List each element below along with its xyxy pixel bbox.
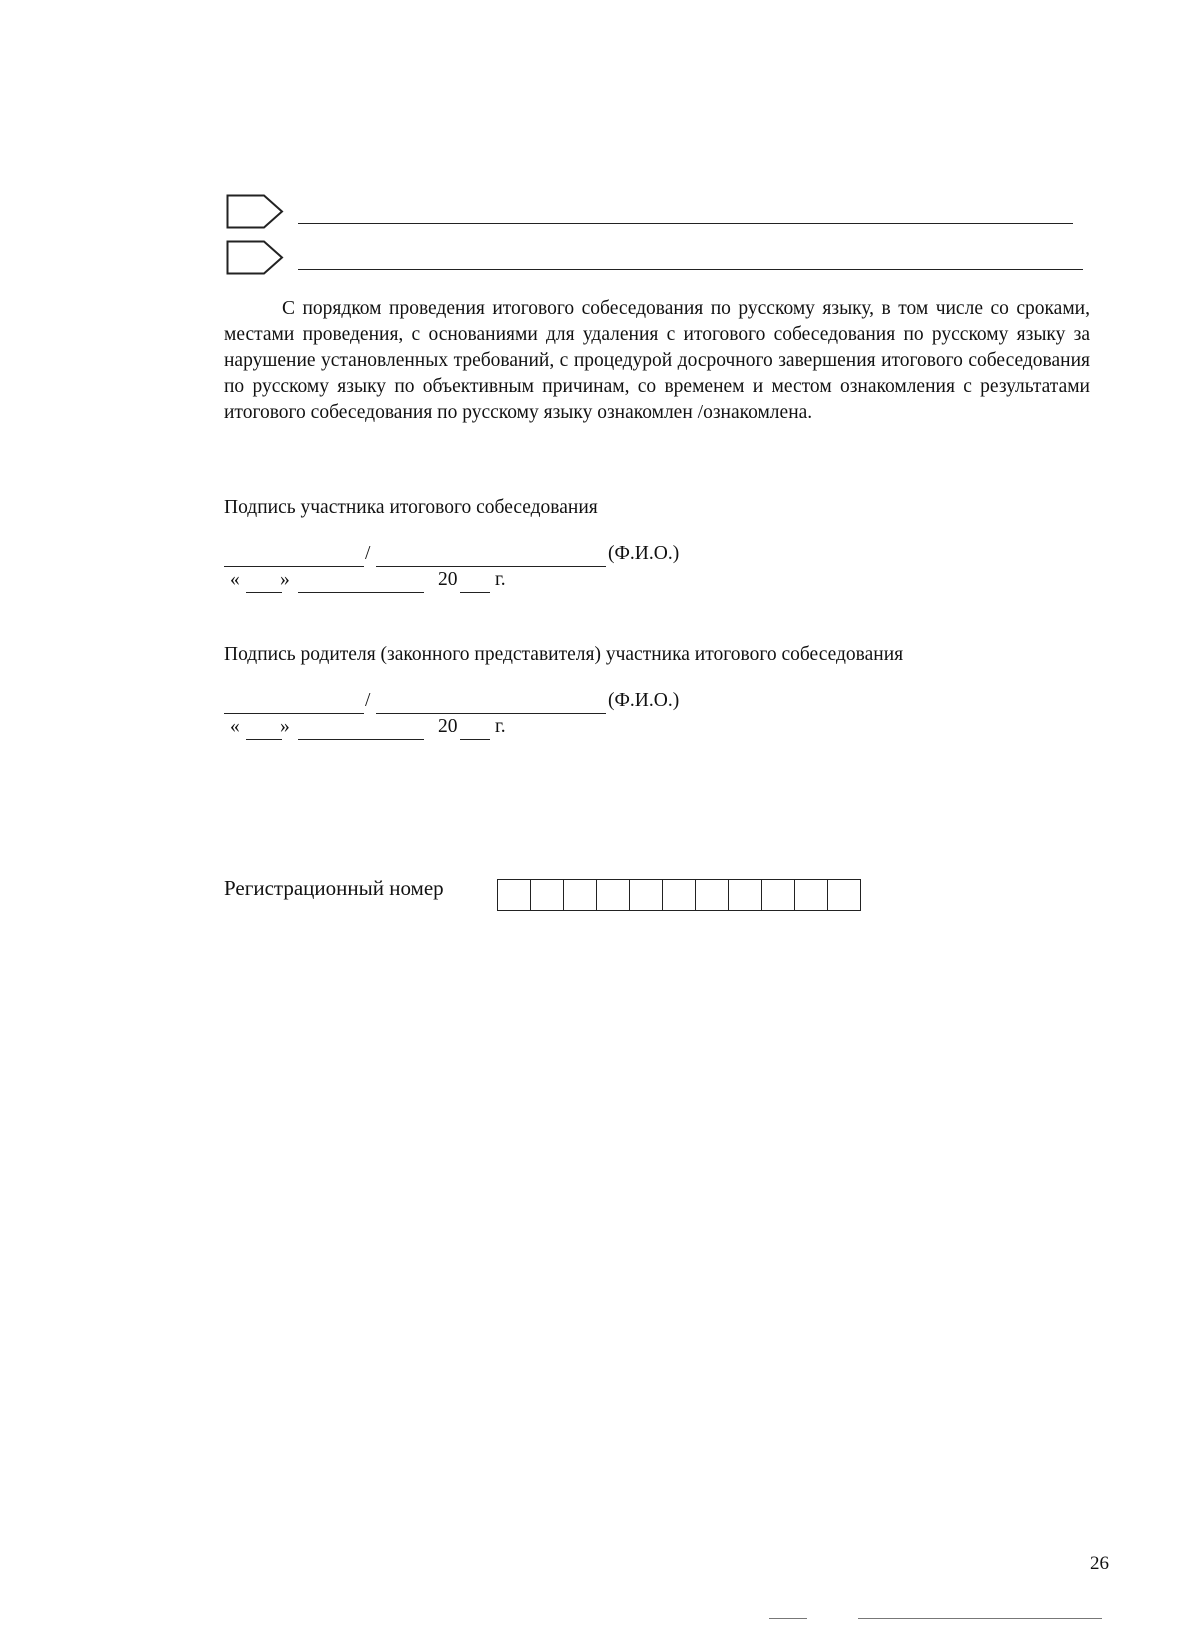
registration-digit-cell[interactable] bbox=[762, 880, 795, 910]
fio-line[interactable] bbox=[376, 713, 606, 714]
year-line[interactable] bbox=[460, 739, 490, 740]
registration-digit-cell[interactable] bbox=[828, 880, 861, 910]
registration-digit-cell[interactable] bbox=[630, 880, 663, 910]
slash-separator: / bbox=[365, 690, 371, 711]
year-suffix: г. bbox=[495, 716, 506, 737]
arrow-box-icon[interactable] bbox=[226, 194, 286, 230]
signature-line[interactable] bbox=[224, 566, 364, 567]
parent-signature-label: Подпись родителя (законного представителя) участника итогового собеседования bbox=[224, 644, 904, 665]
registration-number-cells bbox=[497, 879, 861, 911]
year-prefix: 20 bbox=[438, 716, 458, 737]
month-line[interactable] bbox=[298, 739, 424, 740]
registration-digit-cell[interactable] bbox=[696, 880, 729, 910]
scan-artifact-line bbox=[769, 1618, 807, 1619]
open-quote: « bbox=[230, 569, 240, 590]
close-quote: » bbox=[280, 569, 290, 590]
registration-digit-cell[interactable] bbox=[498, 880, 531, 910]
slash-separator: / bbox=[365, 543, 371, 564]
registration-number-label: Регистрационный номер bbox=[224, 876, 444, 900]
year-suffix: г. bbox=[495, 569, 506, 590]
answer-line[interactable] bbox=[298, 269, 1083, 270]
answer-line[interactable] bbox=[298, 223, 1073, 224]
fio-line[interactable] bbox=[376, 566, 606, 567]
checkbox-arrow-row-2 bbox=[226, 240, 1076, 276]
signature-line[interactable] bbox=[224, 713, 364, 714]
participant-signature-block bbox=[224, 543, 724, 603]
registration-digit-cell[interactable] bbox=[531, 880, 564, 910]
participant-signature-label: Подпись участника итогового собеседования bbox=[224, 497, 598, 518]
registration-digit-cell[interactable] bbox=[663, 880, 696, 910]
page-number: 26 bbox=[1090, 1553, 1109, 1574]
registration-digit-cell[interactable] bbox=[597, 880, 630, 910]
checkbox-arrow-row-1 bbox=[226, 194, 1076, 230]
registration-digit-cell[interactable] bbox=[729, 880, 762, 910]
fio-caption: (Ф.И.О.) bbox=[608, 543, 680, 564]
fio-caption: (Ф.И.О.) bbox=[608, 690, 680, 711]
parent-signature-block bbox=[224, 690, 724, 750]
day-line[interactable] bbox=[246, 739, 282, 740]
registration-digit-cell[interactable] bbox=[564, 880, 597, 910]
open-quote: « bbox=[230, 716, 240, 737]
year-line[interactable] bbox=[460, 592, 490, 593]
consent-paragraph: С порядком проведения итогового собеседования по русскому языку, в том числе со сроками, местами проведения, с основаниями для удаления с итогового собеседования по русскому языку за нарушение установленных требований, с процедурой досрочного завершения итогового собеседования по русскому языку по объективным причинам, со временем и местом ознакомления с результатами итогового собеседования по русскому языку ознакомлен /ознакомлена. bbox=[224, 298, 1090, 423]
month-line[interactable] bbox=[298, 592, 424, 593]
arrow-box-icon[interactable] bbox=[226, 240, 286, 276]
scan-artifact-line bbox=[858, 1618, 1102, 1619]
year-prefix: 20 bbox=[438, 569, 458, 590]
day-line[interactable] bbox=[246, 592, 282, 593]
registration-digit-cell[interactable] bbox=[795, 880, 828, 910]
close-quote: » bbox=[280, 716, 290, 737]
